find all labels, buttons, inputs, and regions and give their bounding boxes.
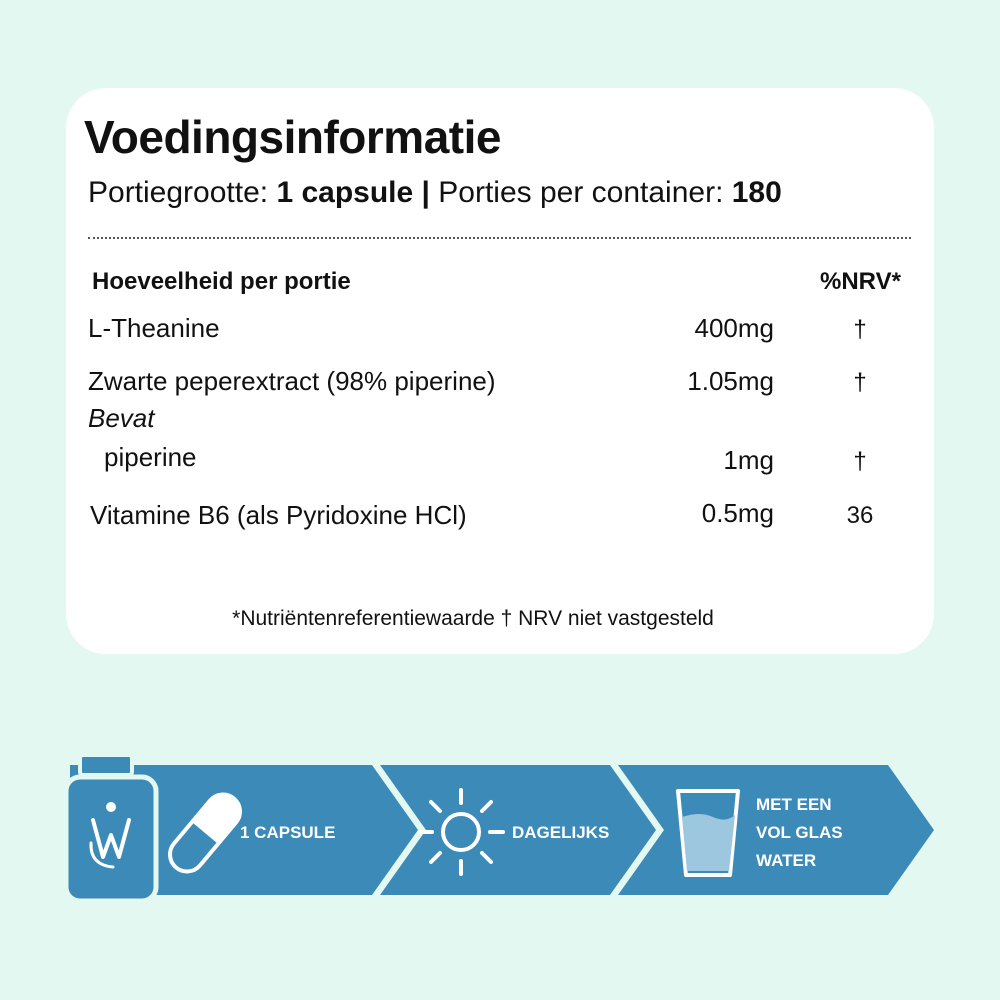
nutrient-amount: 1.05mg [687,366,774,396]
serving-size-label: Portiegrootte: [88,176,277,209]
nutrient-name: piperine [104,442,197,472]
nutrient-nrv: † [853,369,867,396]
nutrient-name: L-Theanine [88,313,220,343]
nutrient-nrv: 36 [846,502,874,529]
divider [88,237,911,239]
servings-per-container-value: 180 [731,176,782,209]
nutrient-subheading: Bevat [88,403,155,433]
nutrient-amount: 1mg [723,445,774,475]
serving-info [88,176,782,210]
nutrient-nrv: † [853,448,867,475]
banner-graphic [0,755,1000,905]
instruction-banner [0,755,1000,905]
nrv-header: %NRV* [820,268,901,295]
step-daily-label: DAGELIJKS [512,823,610,842]
step-water-label-2: VOL GLAS [756,823,843,842]
amount-header: Hoeveelheid per portie [92,268,351,295]
bottle-logo-icon [66,755,156,901]
nutrient-name: Zwarte peperextract (98% piperine) [88,366,496,396]
step-water-label-3: WATER [756,851,817,870]
step-capsule-label: 1 CAPSULE [240,823,336,842]
footnote: *Nutriëntenreferentiewaarde † NRV niet vastgesteld [232,607,714,630]
serving-size-value: 1 capsule [276,176,414,209]
nutrient-amount: 0.5mg [701,498,774,528]
nutrient-nrv: † [853,316,867,343]
step-water-label-1: MET EEN [756,795,832,814]
nutrient-amount: 400mg [694,313,774,343]
nutrient-name: Vitamine B6 (als Pyridoxine HCl) [90,500,467,530]
page-title: Voedingsinformatie [84,111,501,163]
servings-per-container-label: Porties per container: [438,176,732,209]
serving-separator: | [413,176,439,209]
